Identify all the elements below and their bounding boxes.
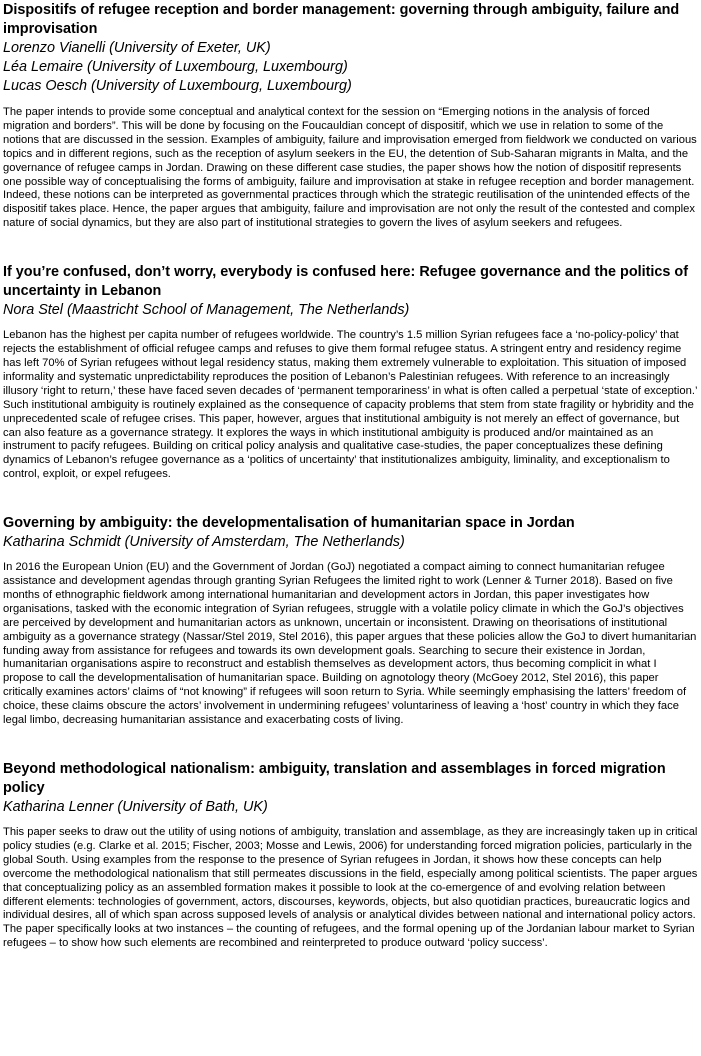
abstract-entry xyxy=(3,760,698,951)
abstract-text: The paper intends to provide some conceptual and analytical context for the session on “Emerging notions in the analysis of forced migration and borders”. This will be done by focusing on the Foucauldian concept of dispositif, which we use in relation to some of the notions that are discussed in the session. Examples of ambiguity, failure and improvisation emerged from fieldwork we conducted on various topics and in different regions, such as the reception of asylum seekers in the EU, the detention of Sub-Saharan migrants in Malta, and the governance of refugee camps in Jordan. Drawing on these different case studies, the paper shows how the notion of dispositif represents one possible way of conceptualising the forms of ambiguity, failure and improvisation at stake in refugee reception and border management. Indeed, these notions can be interpreted as governmental practices through which the strategic reutilisation of the unintended effects of the dispositif takes place. Hence, the paper argues that ambiguity, failure and improvisation are not only the result of the contested and complex nature of social dynamics, but they are also part of institutional strategies to govern the lives of asylum seekers and refugees. xyxy=(3,106,697,230)
author-line: Léa Lemaire (University of Luxembourg, Luxembourg) xyxy=(3,59,348,75)
author-line: Lorenzo Vianelli (University of Exeter, UK) xyxy=(3,40,271,56)
author-line: Katharina Schmidt (University of Amsterdam, The Netherlands) xyxy=(3,534,405,551)
paper-title: Dispositifs of refugee reception and border management: governing through ambiguity, failure and improvisation xyxy=(3,2,680,37)
paper-title: Beyond methodological nationalism: ambiguity, translation and assemblages in forced migration policy xyxy=(3,761,666,796)
paper-title: Governing by ambiguity: the developmentalisation of humanitarian space in Jordan xyxy=(3,515,575,532)
author-line: Nora Stel (Maastricht School of Management, The Netherlands) xyxy=(3,302,410,319)
abstract-entry xyxy=(3,1,698,231)
author-line: Katharina Lenner (University of Bath, UK) xyxy=(3,799,268,815)
abstract-entry xyxy=(3,514,698,728)
abstract-text: This paper seeks to draw out the utility of using notions of ambiguity, translation and assemblage, as they are increasingly taken up in critical policy studies (e.g. Clarke et al. 2015; Fischer, 2003; Mosse and Lewis, 2006) for understanding forced migration policies, particularly in the global South. Using examples from the response to the presence of Syrian refugees in Jordan, it shows how these concepts can help overcome the methodological nationalism that still permeates discussions in the field, especially among political scientists. The paper argues that conceptualizing policy as an assembled formation makes it possible to look at the co-emergence of and evolving relation between different elements: technologies of government, actors, discourses, keywords, objects, but also quotidian practices, bureaucratic logics and individual desires, all of which span across supposed levels of analysis or analytical divides between national and international policy actors. The paper specifically looks at two instances – the counting of refugees, and the formal opening up of the Jordanian labour market to Syrian refugees – to show how such elements are recombined and reinterpreted to produce outward ‘policy success’. xyxy=(3,826,698,950)
abstract-text: In 2016 the European Union (EU) and the Government of Jordan (GoJ) negotiated a compact aiming to connect humanitarian refugee assistance and development agendas through granting Syrian Refugees the limited right to work (Lenner & Turner 2018). Based on five months of ethnographic fieldwork among international humanitarian and development actors in Jordan, this paper investigates how organisations, tasked with the economic integration of Syrian refugees, struggle with a volatile policy climate in which the GoJ’s objectives are perceived by development and humanitarian actors as unknown, uncertain or inconsistent. Drawing on theorisations of institutional ambiguity as a governance strategy (Nassar/Stel 2019, Stel 2016), this paper argues that these policies allow the GoJ to divert humanitarian funding away from assistance for refugees and towards its own development goals. Searching to secure their existence in Jordan, humanitarian organisations aspire to reconstruct and establish themselves as development actors, thus becoming complicit in what I propose to call the developmentalisation of humanitarian space. Building on agnotology theory (McGoey 2012, Stel 2016), this paper critically examines actors’ claims of “not knowing” if refugees will soon return to Syria. While seemingly emphasising the latters’ freedom of choice, these claims obscure the actors’ involvement in undermining refugees’ voluntariness of leaving a ‘host’ country in which they face legal limbo, decreasing humanitarian assistance and exacerbating costs of living. xyxy=(3,561,697,727)
paper-title: If you’re confused, don’t worry, everybody is confused here: Refugee governance and the politics of uncertainty in Lebanon xyxy=(3,264,689,300)
abstract-entry xyxy=(3,263,698,482)
abstract-text: Lebanon has the highest per capita number of refugees worldwide. The country’s 1.5 million Syrian refugees face a ‘no-policy-policy’ that rejects the establishment of official refugee camps and refuses to give them formal refugee status. A stringent entry and residency regime has left 70% of Syrian refugees without legal residency status, making them extremely vulnerable to exploitation. This situation of imposed informality and systematic unpredictability reproduces the position of Lebanon’s Palestinian refugees. With reference to an increasingly illusory ‘right to return,’ these have faced seven decades of ‘permanent temporariness’ in what is often called a perpetual ‘state of exception.’ Such institutional ambiguity is routinely explained as the consequence of capacity problems that stem from state fragility or hybridity and the unprecedented scale of refugee crises. This paper, however, argues that institutional ambiguity is not merely an effect of governance, but can also feature as a governance strategy. It explores the ways in which institutional ambiguity is produced and/or maintained as an instrument to pacify refugees. Building on critical policy analysis and qualitative case-studies, the paper conceptualizes these defining dynamics of Lebanon’s refugee governance as a ‘politics of uncertainty’ that institutionalizes ambiguity, liminality, and exceptionalism to control, exploit, or expel refugees. xyxy=(3,329,698,481)
author-line: Lucas Oesch (University of Luxembourg, Luxembourg) xyxy=(3,78,352,94)
